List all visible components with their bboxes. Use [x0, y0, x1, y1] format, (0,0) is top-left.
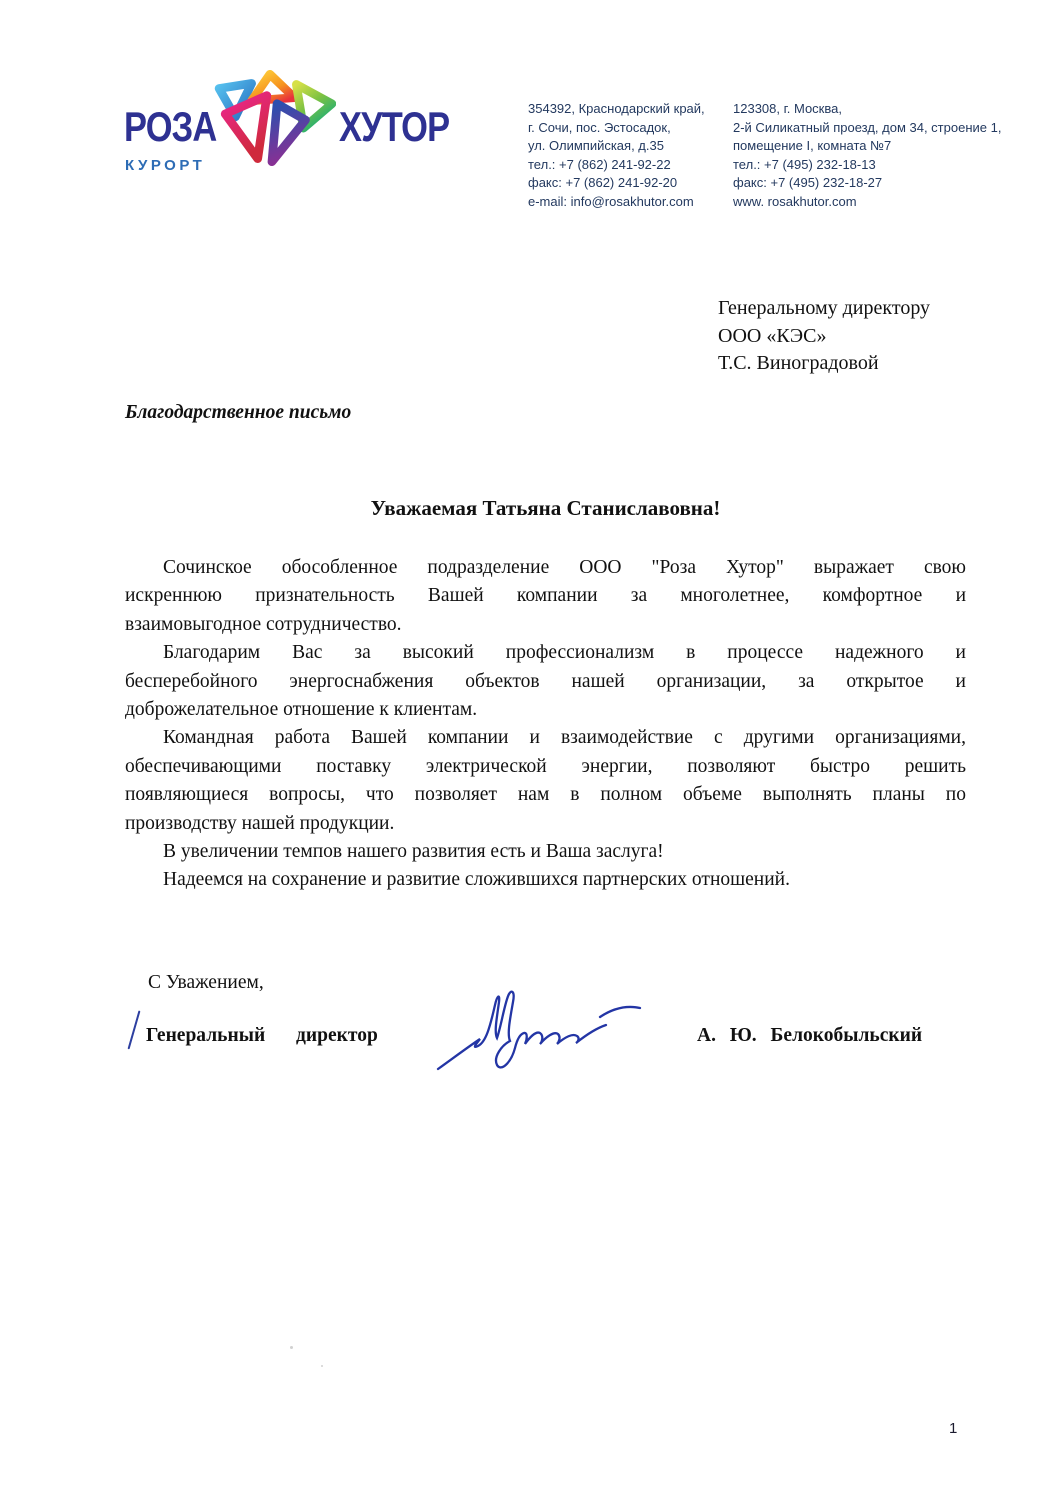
address-line: тел.: +7 (862) 241-92-22: [528, 156, 671, 172]
body-line: В увеличении темпов нашего развития есть и Ваша заслуга!: [163, 841, 664, 863]
pen-slash-mark: [128, 1010, 141, 1049]
address-line: 123308, г. Москва,: [733, 101, 842, 116]
body-line: Благодарим Вас за высокий профессионализм в процессе надежного и: [163, 642, 966, 664]
signature-handwriting: [430, 985, 660, 1085]
body-line: бесперебойного энергоснабжения объектов нашей организации, за открытое и: [125, 670, 966, 692]
document-type-title: Благодарственное письмо: [125, 402, 352, 423]
body-line: появляющиеся вопросы, что позволяет нам в полном объеме выполнять планы по: [125, 784, 966, 806]
address-line: факс: +7 (862) 241-92-20: [528, 175, 678, 191]
body-line: Командная работа Вашей компании и взаимодействие с другими организациями,: [163, 727, 966, 749]
salutation: Уважаемая Татьяна Станиславовна!: [370, 496, 721, 520]
recipient-line: ООО «КЭС»: [718, 324, 827, 347]
address-line: ул. Олимпийская, д.35: [528, 138, 664, 154]
closing: С Уважением,: [148, 972, 264, 993]
body-line: доброжелательное отношение к клиентам.: [125, 699, 478, 721]
recipient-line: Т.С. Виноградовой: [718, 352, 879, 374]
recipient-line: Генеральному директору: [718, 297, 931, 319]
scan-speck: [321, 1365, 323, 1367]
address-line: e-mail: info@rosakhutor.com: [528, 193, 694, 209]
body-line: Надеемся на сохранение и развитие сложившихся партнерских отношений.: [163, 869, 790, 891]
body-line: обеспечивающими поставку электрической энергии, позволяют быстро решить: [125, 755, 966, 777]
address-line: 2-й Силикатный проезд, дом 34, строение 1,: [733, 119, 1002, 135]
body-line: искреннюю признательность Вашей компании за многолетнее, комфортное и: [125, 585, 966, 607]
body-line: взаимовыгодное сотрудничество.: [125, 613, 402, 635]
letterhead-address-sochi: [528, 100, 705, 212]
body-line: производству нашей продукции.: [125, 812, 395, 834]
address-line: помещение I, комната №7: [733, 138, 892, 154]
logo-subtitle: КУРОРТ: [125, 157, 206, 174]
address-line: г. Сочи, пос. Эстосадок,: [528, 119, 671, 135]
body-line: Сочинское обособленное подразделение ООО "Роза Хутор" выражает свою: [163, 557, 966, 578]
address-line: тел.: +7 (495) 232-18-13: [733, 156, 876, 172]
recipient-block: [718, 295, 930, 378]
letterhead-address-moscow: [733, 100, 1001, 212]
letter-body: [125, 554, 966, 895]
address-line: факс: +7 (495) 232-18-27: [733, 175, 883, 191]
page-number: 1: [949, 1420, 958, 1437]
address-line: 354392, Краснодарский край,: [528, 101, 705, 116]
rosa-khutor-logo-mark-icon: [214, 70, 336, 168]
address-line: www. rosakhutor.com: [733, 193, 857, 209]
signer-position: Генеральный директор: [146, 1025, 378, 1046]
scan-speck: [290, 1346, 293, 1349]
logo-word-khutor: ХУТОР: [339, 103, 450, 150]
signer-name: А. Ю. Белокобыльский: [697, 1025, 923, 1046]
logo-word-roza: РОЗА: [124, 103, 217, 150]
